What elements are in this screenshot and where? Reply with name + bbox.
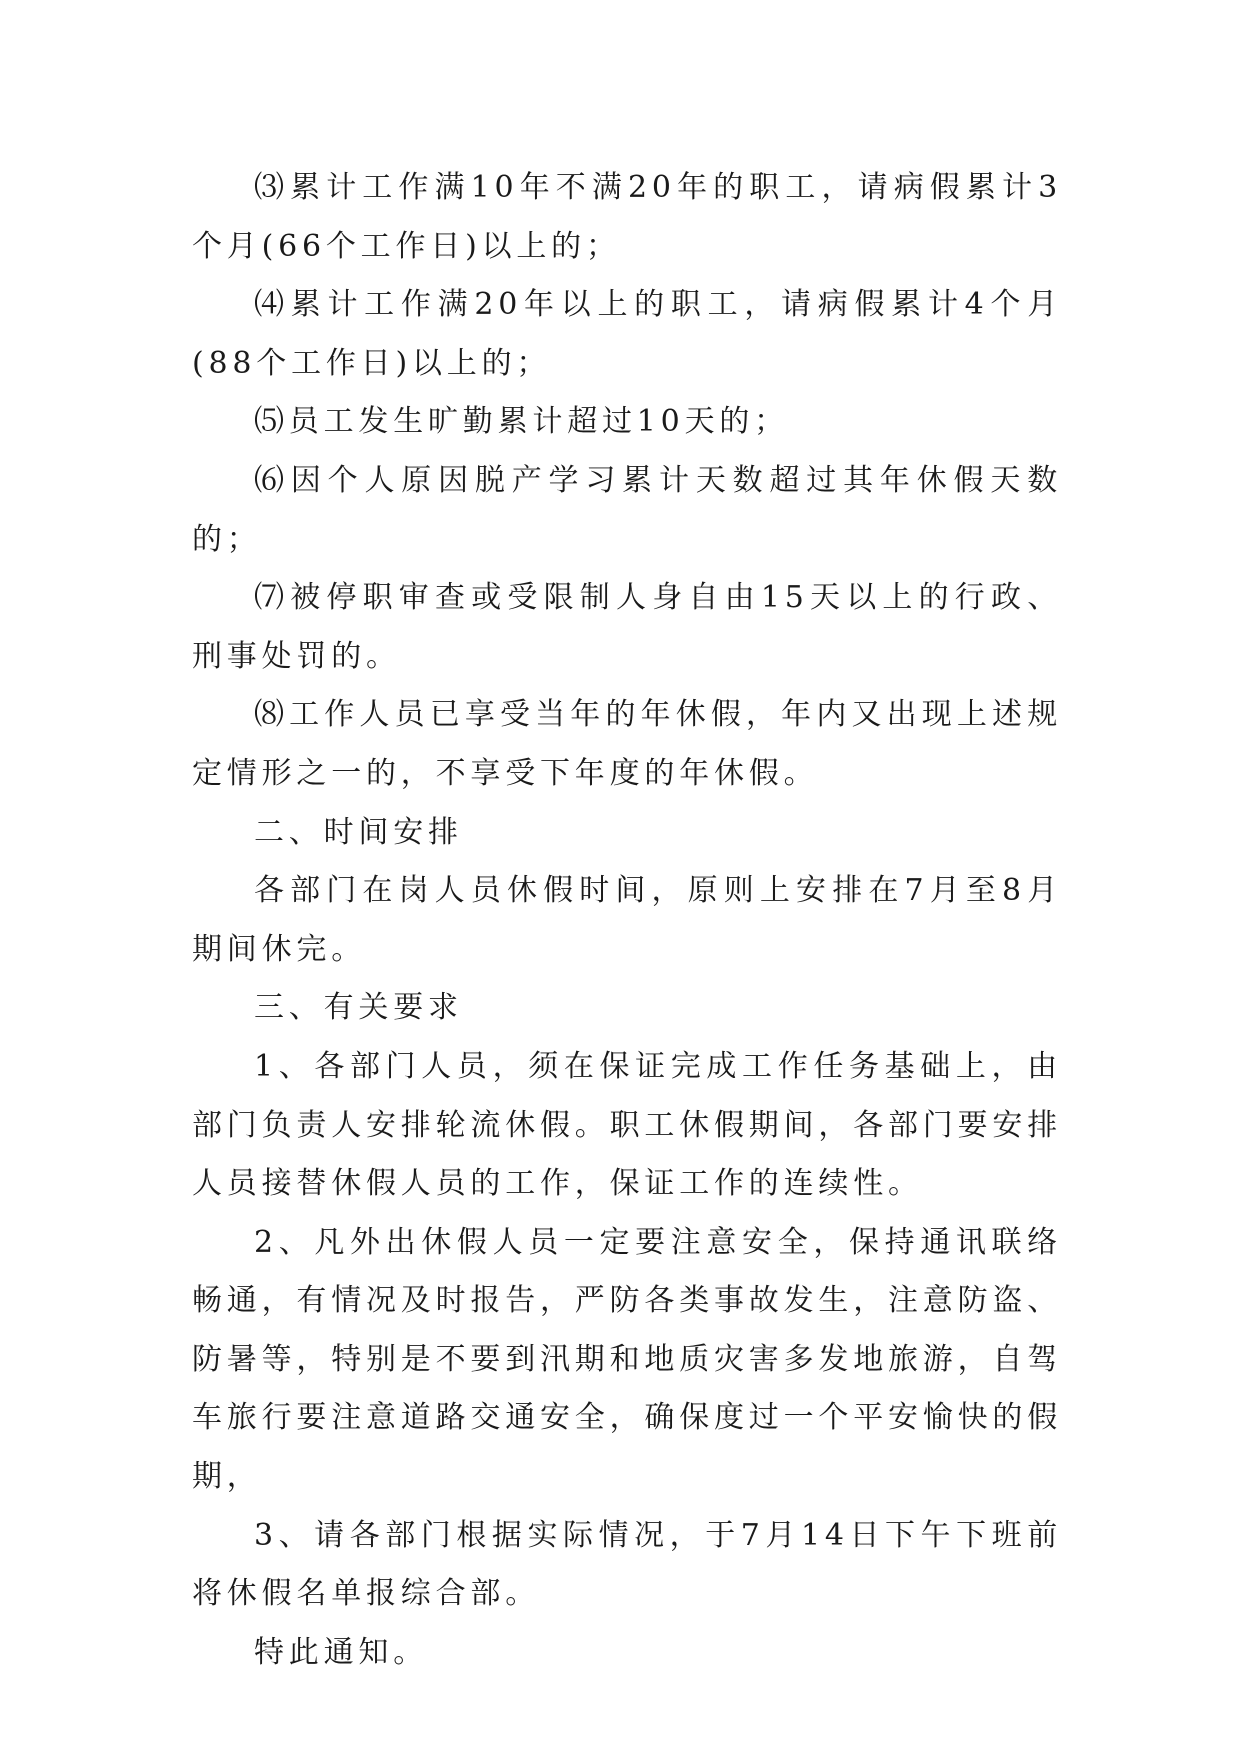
clause-7: ⑺被停职审查或受限制人身自由15天以上的行政、刑事处罚的。 bbox=[192, 580, 1062, 674]
requirement-3: 3、请各部门根据实际情况，于7月14日下午下班前将休假名单报综合部。 bbox=[192, 1517, 1062, 1612]
clause-8: ⑻工作人员已享受当年的年休假，年内又出现上述规定情形之一的，不享受下年度的年休假。 bbox=[192, 697, 1062, 791]
clause-3: ⑶累计工作满10年不满20年的职工，请病假累计3个月(66个工作日)以上的； bbox=[192, 170, 1062, 264]
section-heading-requirements: 三、有关要求 bbox=[254, 990, 463, 1026]
requirement-1: 1、各部门人员，须在保证完成工作任务基础上，由部门负责人安排轮流休假。职工休假期间，各部门要安排人员接替休假人员的工作，保证工作的连续性。 bbox=[192, 1048, 1062, 1202]
document-body bbox=[192, 159, 1062, 1682]
requirement-2: 2、凡外出休假人员一定要注意安全，保持通讯联络畅通，有情况及时报告，严防各类事故发生，注意防盗、防暑等，特别是不要到汛期和地质灾害多发地旅游，自驾车旅行要注意道路交通安全，确保度过一个平安愉快的假期， bbox=[192, 1224, 1062, 1495]
schedule-paragraph: 各部门在岗人员休假时间，原则上安排在7月至8月期间休完。 bbox=[192, 873, 1062, 967]
clause-4: ⑷累计工作满20年以上的职工，请病假累计4个月(88个工作日)以上的； bbox=[192, 287, 1062, 381]
clause-5: ⑸员工发生旷勤累计超过10天的； bbox=[254, 404, 789, 440]
section-heading-schedule: 二、时间安排 bbox=[254, 814, 463, 850]
clause-6: ⑹因个人原因脱产学习累计天数超过其年休假天数的； bbox=[192, 462, 1062, 557]
closing-line: 特此通知。 bbox=[254, 1634, 428, 1670]
